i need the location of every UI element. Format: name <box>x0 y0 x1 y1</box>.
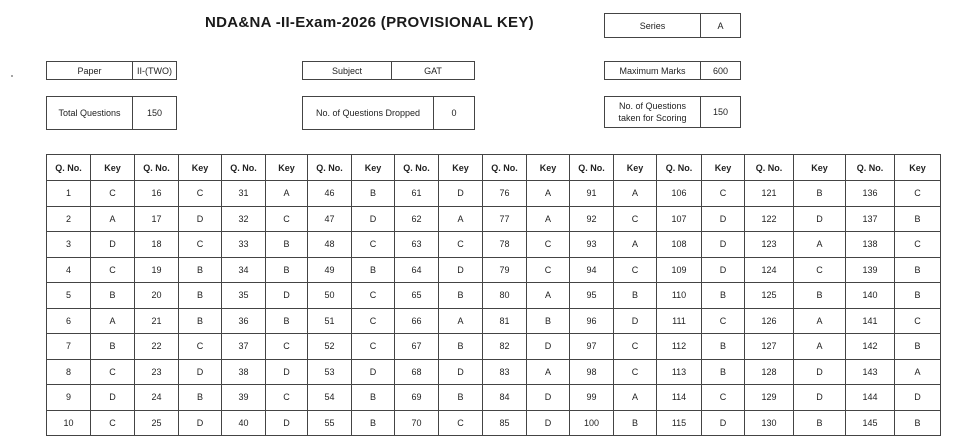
dropped-value: 0 <box>433 97 474 129</box>
question-number-cell: 85 <box>483 410 527 436</box>
question-number-cell: 2 <box>47 206 91 232</box>
question-number-cell: 81 <box>483 308 527 334</box>
col-qno-header: Q. No. <box>570 155 614 181</box>
col-key-header: Key <box>794 155 846 181</box>
answer-key-cell: A <box>266 181 308 207</box>
answer-key-cell: D <box>794 385 846 411</box>
answer-key-cell: A <box>527 283 570 309</box>
answer-key-cell: D <box>352 206 395 232</box>
answer-key-cell: C <box>352 334 395 360</box>
answer-key-cell: B <box>614 410 657 436</box>
question-number-cell: 68 <box>395 359 439 385</box>
answer-key-cell: C <box>895 308 941 334</box>
question-number-cell: 141 <box>846 308 895 334</box>
question-number-cell: 21 <box>135 308 179 334</box>
max-marks-label: Maximum Marks <box>619 65 686 76</box>
question-number-cell: 37 <box>222 334 266 360</box>
answer-key-cell: B <box>895 283 941 309</box>
answer-key-cell: D <box>895 385 941 411</box>
col-key-header: Key <box>352 155 395 181</box>
col-key-header: Key <box>614 155 657 181</box>
col-qno-header: Q. No. <box>846 155 895 181</box>
question-number-cell: 76 <box>483 181 527 207</box>
answer-key-cell: D <box>439 359 483 385</box>
answer-key-cell: B <box>91 283 135 309</box>
question-number-cell: 142 <box>846 334 895 360</box>
answer-key-cell: A <box>439 308 483 334</box>
answer-key-cell: D <box>794 359 846 385</box>
question-number-cell: 130 <box>745 410 794 436</box>
question-number-cell: 6 <box>47 308 91 334</box>
col-qno-header: Q. No. <box>745 155 794 181</box>
question-number-cell: 111 <box>657 308 702 334</box>
question-number-cell: 67 <box>395 334 439 360</box>
question-number-cell: 32 <box>222 206 266 232</box>
question-number-cell: 64 <box>395 257 439 283</box>
question-number-cell: 9 <box>47 385 91 411</box>
question-number-cell: 61 <box>395 181 439 207</box>
answer-key-cell: C <box>439 410 483 436</box>
question-number-cell: 39 <box>222 385 266 411</box>
question-number-cell: 80 <box>483 283 527 309</box>
question-number-cell: 54 <box>308 385 352 411</box>
answer-key-cell: A <box>614 181 657 207</box>
question-number-cell: 65 <box>395 283 439 309</box>
answer-key-cell: A <box>794 232 846 258</box>
answer-key-cell: B <box>266 257 308 283</box>
answer-key-cell: D <box>527 410 570 436</box>
table-row <box>47 308 941 334</box>
answer-key-cell: A <box>794 308 846 334</box>
table-row <box>47 181 941 207</box>
question-number-cell: 145 <box>846 410 895 436</box>
paper-value: II-(TWO) <box>132 62 176 79</box>
answer-key-cell: C <box>895 232 941 258</box>
answer-key-cell: B <box>895 410 941 436</box>
question-number-cell: 121 <box>745 181 794 207</box>
answer-key-cell: A <box>91 308 135 334</box>
question-number-cell: 92 <box>570 206 614 232</box>
answer-key-table <box>46 154 941 436</box>
answer-key-cell: C <box>895 181 941 207</box>
answer-key-cell: C <box>91 181 135 207</box>
answer-key-cell: A <box>527 359 570 385</box>
page-title: NDA&NA -II-Exam-2026 (PROVISIONAL KEY) <box>205 14 534 31</box>
answer-key-cell: C <box>614 257 657 283</box>
answer-key-cell: C <box>614 359 657 385</box>
question-number-cell: 47 <box>308 206 352 232</box>
question-number-cell: 34 <box>222 257 266 283</box>
question-number-cell: 33 <box>222 232 266 258</box>
table-row <box>47 359 941 385</box>
col-key-header: Key <box>439 155 483 181</box>
answer-key-cell: B <box>352 410 395 436</box>
answer-key-cell: C <box>91 257 135 283</box>
table-row <box>47 410 941 436</box>
question-number-cell: 136 <box>846 181 895 207</box>
answer-key-cell: D <box>439 181 483 207</box>
answer-key-cell: D <box>266 283 308 309</box>
question-number-cell: 52 <box>308 334 352 360</box>
answer-key-cell: C <box>614 206 657 232</box>
question-number-cell: 107 <box>657 206 702 232</box>
dropped-box <box>302 96 475 130</box>
answer-key-cell: A <box>439 206 483 232</box>
question-number-cell: 8 <box>47 359 91 385</box>
question-number-cell: 108 <box>657 232 702 258</box>
question-number-cell: 20 <box>135 283 179 309</box>
answer-key-cell: B <box>91 334 135 360</box>
answer-key-cell: A <box>794 334 846 360</box>
answer-key-cell: D <box>702 232 745 258</box>
question-number-cell: 114 <box>657 385 702 411</box>
question-number-cell: 62 <box>395 206 439 232</box>
question-number-cell: 18 <box>135 232 179 258</box>
series-value: A <box>700 14 740 37</box>
question-number-cell: 125 <box>745 283 794 309</box>
question-number-cell: 140 <box>846 283 895 309</box>
question-number-cell: 36 <box>222 308 266 334</box>
scoring-box <box>604 96 741 128</box>
answer-key-cell: B <box>439 283 483 309</box>
question-number-cell: 22 <box>135 334 179 360</box>
answer-key-cell: C <box>266 206 308 232</box>
question-number-cell: 97 <box>570 334 614 360</box>
question-number-cell: 100 <box>570 410 614 436</box>
scoring-value: 150 <box>700 97 740 127</box>
answer-key-cell: C <box>614 334 657 360</box>
answer-key-cell: D <box>702 410 745 436</box>
answer-key-cell: C <box>527 257 570 283</box>
total-questions-value: 150 <box>132 97 176 129</box>
answer-key-cell: C <box>352 232 395 258</box>
answer-key-cell: A <box>91 206 135 232</box>
question-number-cell: 5 <box>47 283 91 309</box>
answer-key-cell: B <box>895 257 941 283</box>
answer-key-cell: D <box>614 308 657 334</box>
question-number-cell: 10 <box>47 410 91 436</box>
question-number-cell: 139 <box>846 257 895 283</box>
question-number-cell: 113 <box>657 359 702 385</box>
answer-key-cell: D <box>91 385 135 411</box>
question-number-cell: 17 <box>135 206 179 232</box>
answer-key-cell: D <box>179 359 222 385</box>
question-number-cell: 123 <box>745 232 794 258</box>
answer-key-cell: A <box>527 181 570 207</box>
question-number-cell: 98 <box>570 359 614 385</box>
table-row <box>47 334 941 360</box>
answer-key-cell: D <box>266 359 308 385</box>
question-number-cell: 82 <box>483 334 527 360</box>
question-number-cell: 19 <box>135 257 179 283</box>
answer-key-cell: B <box>794 410 846 436</box>
question-number-cell: 23 <box>135 359 179 385</box>
question-number-cell: 49 <box>308 257 352 283</box>
answer-key-cell: B <box>794 283 846 309</box>
question-number-cell: 16 <box>135 181 179 207</box>
subject-box <box>302 61 475 80</box>
paper-label: Paper <box>77 65 102 76</box>
answer-key-cell: B <box>527 308 570 334</box>
col-key-header: Key <box>527 155 570 181</box>
question-number-cell: 78 <box>483 232 527 258</box>
answer-key-cell: D <box>702 206 745 232</box>
table-row <box>47 232 941 258</box>
answer-key-cell: C <box>179 232 222 258</box>
answer-key-cell: C <box>794 257 846 283</box>
question-number-cell: 31 <box>222 181 266 207</box>
question-number-cell: 24 <box>135 385 179 411</box>
answer-key-cell: B <box>179 257 222 283</box>
question-number-cell: 55 <box>308 410 352 436</box>
col-key-header: Key <box>179 155 222 181</box>
answer-key-cell: C <box>352 308 395 334</box>
answer-key-cell: B <box>702 334 745 360</box>
col-qno-header: Q. No. <box>483 155 527 181</box>
answer-key-cell: B <box>352 181 395 207</box>
answer-key-cell: C <box>266 334 308 360</box>
question-number-cell: 48 <box>308 232 352 258</box>
answer-key-cell: D <box>179 206 222 232</box>
answer-key-cell: D <box>527 385 570 411</box>
subject-value: GAT <box>391 62 474 79</box>
col-qno-header: Q. No. <box>47 155 91 181</box>
answer-key-cell: B <box>266 232 308 258</box>
table-row <box>47 283 941 309</box>
question-number-cell: 25 <box>135 410 179 436</box>
answer-key-cell: D <box>91 232 135 258</box>
answer-key-cell: B <box>179 385 222 411</box>
answer-key-cell: C <box>179 181 222 207</box>
question-number-cell: 77 <box>483 206 527 232</box>
question-number-cell: 127 <box>745 334 794 360</box>
question-number-cell: 99 <box>570 385 614 411</box>
question-number-cell: 144 <box>846 385 895 411</box>
paper-box <box>46 61 177 80</box>
question-number-cell: 46 <box>308 181 352 207</box>
question-number-cell: 40 <box>222 410 266 436</box>
question-number-cell: 53 <box>308 359 352 385</box>
question-number-cell: 96 <box>570 308 614 334</box>
question-number-cell: 66 <box>395 308 439 334</box>
answer-key-cell: B <box>702 283 745 309</box>
dropped-label: No. of Questions Dropped <box>315 108 421 118</box>
col-key-header: Key <box>895 155 941 181</box>
question-number-cell: 63 <box>395 232 439 258</box>
answer-key-cell: B <box>179 283 222 309</box>
answer-key-cell: C <box>179 334 222 360</box>
question-number-cell: 38 <box>222 359 266 385</box>
question-number-cell: 50 <box>308 283 352 309</box>
question-number-cell: 128 <box>745 359 794 385</box>
col-qno-header: Q. No. <box>395 155 439 181</box>
answer-key-cell: C <box>702 181 745 207</box>
answer-key-cell: A <box>614 385 657 411</box>
subject-label: Subject <box>331 65 363 76</box>
question-number-cell: 3 <box>47 232 91 258</box>
question-number-cell: 93 <box>570 232 614 258</box>
question-number-cell: 109 <box>657 257 702 283</box>
total-questions-box <box>46 96 177 130</box>
answer-key-cell: B <box>439 385 483 411</box>
answer-key-cell: A <box>614 232 657 258</box>
answer-key-cell: B <box>439 334 483 360</box>
table-row <box>47 206 941 232</box>
answer-key-cell: B <box>794 181 846 207</box>
max-marks-box <box>604 61 741 80</box>
answer-key-cell: B <box>179 308 222 334</box>
col-key-header: Key <box>266 155 308 181</box>
question-number-cell: 106 <box>657 181 702 207</box>
question-number-cell: 51 <box>308 308 352 334</box>
answer-key-cell: B <box>614 283 657 309</box>
question-number-cell: 112 <box>657 334 702 360</box>
answer-key-cell: D <box>439 257 483 283</box>
question-number-cell: 79 <box>483 257 527 283</box>
scan-speck <box>11 75 13 77</box>
question-number-cell: 126 <box>745 308 794 334</box>
answer-key-cell: D <box>266 410 308 436</box>
answer-key-cell: B <box>352 385 395 411</box>
answer-key-cell: B <box>352 257 395 283</box>
answer-key-cell: D <box>794 206 846 232</box>
question-number-cell: 35 <box>222 283 266 309</box>
question-number-cell: 138 <box>846 232 895 258</box>
question-number-cell: 110 <box>657 283 702 309</box>
col-key-header: Key <box>91 155 135 181</box>
question-number-cell: 83 <box>483 359 527 385</box>
col-key-header: Key <box>702 155 745 181</box>
question-number-cell: 84 <box>483 385 527 411</box>
answer-key-cell: B <box>895 334 941 360</box>
question-number-cell: 129 <box>745 385 794 411</box>
question-number-cell: 94 <box>570 257 614 283</box>
table-row <box>47 385 941 411</box>
col-qno-header: Q. No. <box>308 155 352 181</box>
answer-key-cell: D <box>179 410 222 436</box>
question-number-cell: 7 <box>47 334 91 360</box>
question-number-cell: 143 <box>846 359 895 385</box>
answer-key-cell: B <box>895 206 941 232</box>
question-number-cell: 69 <box>395 385 439 411</box>
max-marks-value: 600 <box>700 62 740 79</box>
question-number-cell: 91 <box>570 181 614 207</box>
col-qno-header: Q. No. <box>135 155 179 181</box>
series-box <box>604 13 741 38</box>
col-qno-header: Q. No. <box>657 155 702 181</box>
answer-key-cell: A <box>527 206 570 232</box>
question-number-cell: 124 <box>745 257 794 283</box>
answer-key-cell: B <box>266 308 308 334</box>
answer-key-cell: C <box>702 308 745 334</box>
answer-key-cell: C <box>527 232 570 258</box>
table-header-row <box>47 155 941 181</box>
question-number-cell: 70 <box>395 410 439 436</box>
answer-key-cell: A <box>895 359 941 385</box>
answer-key-cell: C <box>91 410 135 436</box>
answer-key-cell: D <box>527 334 570 360</box>
question-number-cell: 1 <box>47 181 91 207</box>
col-qno-header: Q. No. <box>222 155 266 181</box>
table-row <box>47 257 941 283</box>
question-number-cell: 95 <box>570 283 614 309</box>
question-number-cell: 115 <box>657 410 702 436</box>
answer-key-cell: D <box>702 257 745 283</box>
answer-key-cell: C <box>439 232 483 258</box>
series-label: Series <box>639 20 666 31</box>
answer-key-cell: C <box>352 283 395 309</box>
question-number-cell: 4 <box>47 257 91 283</box>
scoring-label: No. of Questions taken for Scoring <box>618 101 687 123</box>
question-number-cell: 122 <box>745 206 794 232</box>
answer-key-cell: C <box>266 385 308 411</box>
answer-key-cell: C <box>91 359 135 385</box>
total-questions-label: Total Questions <box>58 108 121 118</box>
answer-key-cell: C <box>702 385 745 411</box>
question-number-cell: 137 <box>846 206 895 232</box>
answer-key-cell: B <box>702 359 745 385</box>
answer-key-cell: D <box>352 359 395 385</box>
